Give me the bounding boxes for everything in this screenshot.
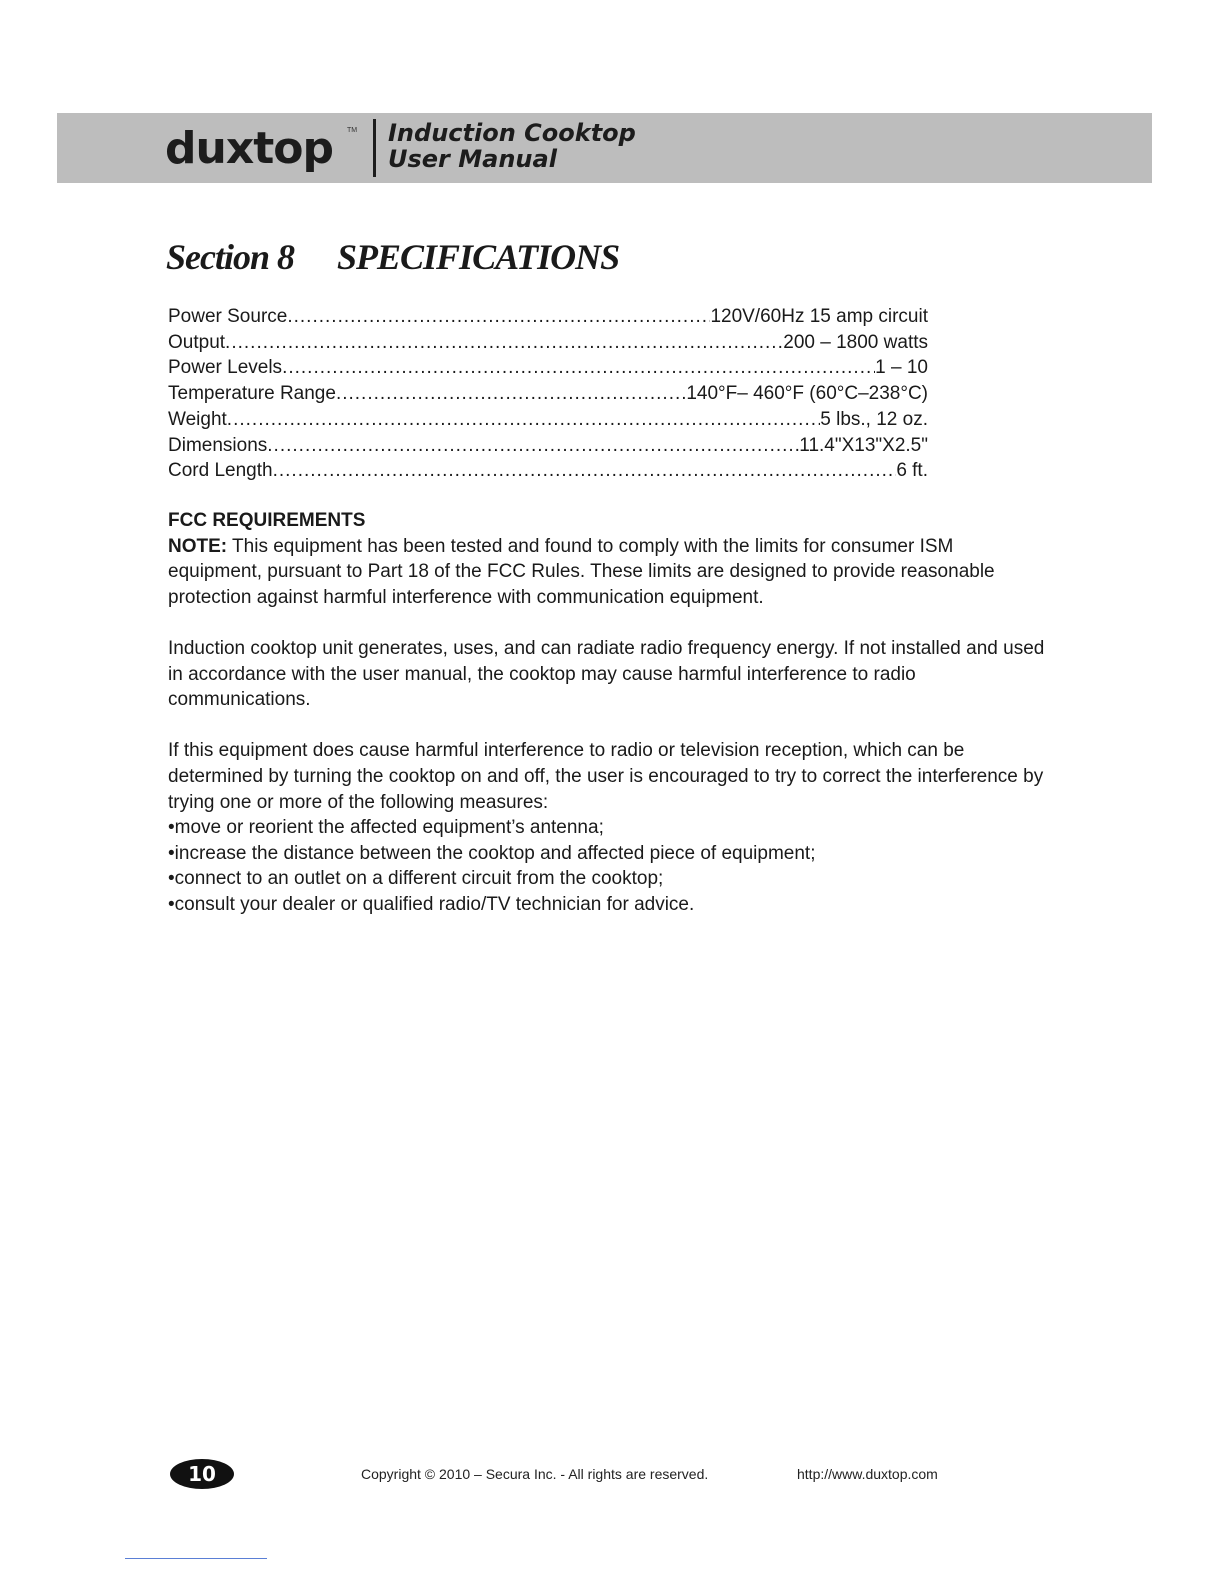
dot-leader [282, 355, 875, 381]
section-heading [166, 236, 620, 278]
spec-value: 140°F– 460°F (60°C–238°C) [686, 383, 928, 405]
fcc-paragraph-2: Induction cooktop unit generates, uses, and can radiate radio frequency energy. If not installed and used in accordance with the user manual, the cooktop may cause harmful interference to radio communications. [168, 637, 1045, 711]
spec-row [168, 407, 928, 433]
manual-title-line1: Induction Cooktop [388, 119, 636, 147]
manual-title-line2: User Manual [388, 145, 557, 173]
spec-value: 200 – 1800 watts [783, 331, 928, 353]
spec-value: 6 ft. [896, 460, 928, 482]
specifications-list [168, 304, 928, 484]
spec-label: Weight [168, 408, 227, 430]
spec-row [168, 381, 928, 407]
duxtop-logo: duxtop [165, 123, 333, 174]
spec-value: 120V/60Hz 15 amp circuit [710, 306, 928, 327]
spec-label: Output [168, 331, 226, 353]
list-item: • connect to an outlet on a different circuit from the cooktop; [168, 866, 1048, 892]
section-title: SPECIFICATIONS [337, 237, 620, 277]
list-item: • increase the distance between the cooktop and affected piece of equipment; [168, 841, 1048, 867]
spec-label: Dimensions [168, 434, 268, 456]
dot-leader [287, 304, 710, 330]
list-item: • consult your dealer or qualified radio/TV technician for advice. [168, 892, 1048, 918]
logo-trademark: TM [347, 127, 358, 134]
spec-label: Cord Length [168, 460, 273, 482]
dot-leader [225, 330, 783, 356]
footer-url: http://www.duxtop.com [797, 1466, 938, 1482]
spec-value: 1 – 10 [875, 357, 928, 379]
measures-list [168, 815, 1048, 917]
list-item: • move or reorient the affected equipment’s antenna; [168, 815, 1048, 841]
fcc-heading: FCC REQUIREMENTS [168, 510, 366, 531]
manual-title [388, 120, 636, 172]
dot-leader [336, 381, 686, 407]
note-text: This equipment has been tested and found to comply with the limits for consumer ISM equipment, pursuant to Part 18 of the FCC Rules. These limits are designed to provide reasonable protection against harmful interference with communication equipment. [168, 535, 995, 608]
spec-row [168, 304, 928, 330]
dot-leader [273, 458, 897, 484]
bottom-rule [125, 1558, 267, 1559]
spec-row [168, 355, 928, 381]
spec-value: 5 lbs., 12 oz. [820, 408, 928, 430]
header-divider [373, 119, 376, 177]
fcc-paragraph-3: If this equipment does cause harmful interference to radio or television reception, which can be determined by turning the cooktop on and off, the user is encouraged to try to correct the interference by trying one or more of the following measures: [168, 740, 1044, 813]
section-number: Section 8 [166, 237, 295, 277]
header-band [57, 113, 1152, 183]
spec-value: 11.4"X13"X2.5" [799, 434, 928, 456]
page-number-badge: 10 [170, 1459, 234, 1489]
spec-row [168, 458, 928, 484]
fcc-note-paragraph [168, 534, 1048, 611]
spec-row [168, 330, 928, 356]
spec-label: Power Source [168, 306, 288, 327]
note-label: NOTE: [168, 535, 228, 557]
spec-row [168, 433, 928, 459]
spec-label: Temperature Range [168, 383, 336, 405]
dot-leader [267, 433, 799, 459]
dot-leader [227, 407, 820, 433]
fcc-requirements [168, 508, 1048, 918]
footer-copyright: Copyright © 2010 – Secura Inc. - All rights are reserved. [361, 1466, 709, 1482]
spec-label: Power Levels [168, 357, 283, 379]
